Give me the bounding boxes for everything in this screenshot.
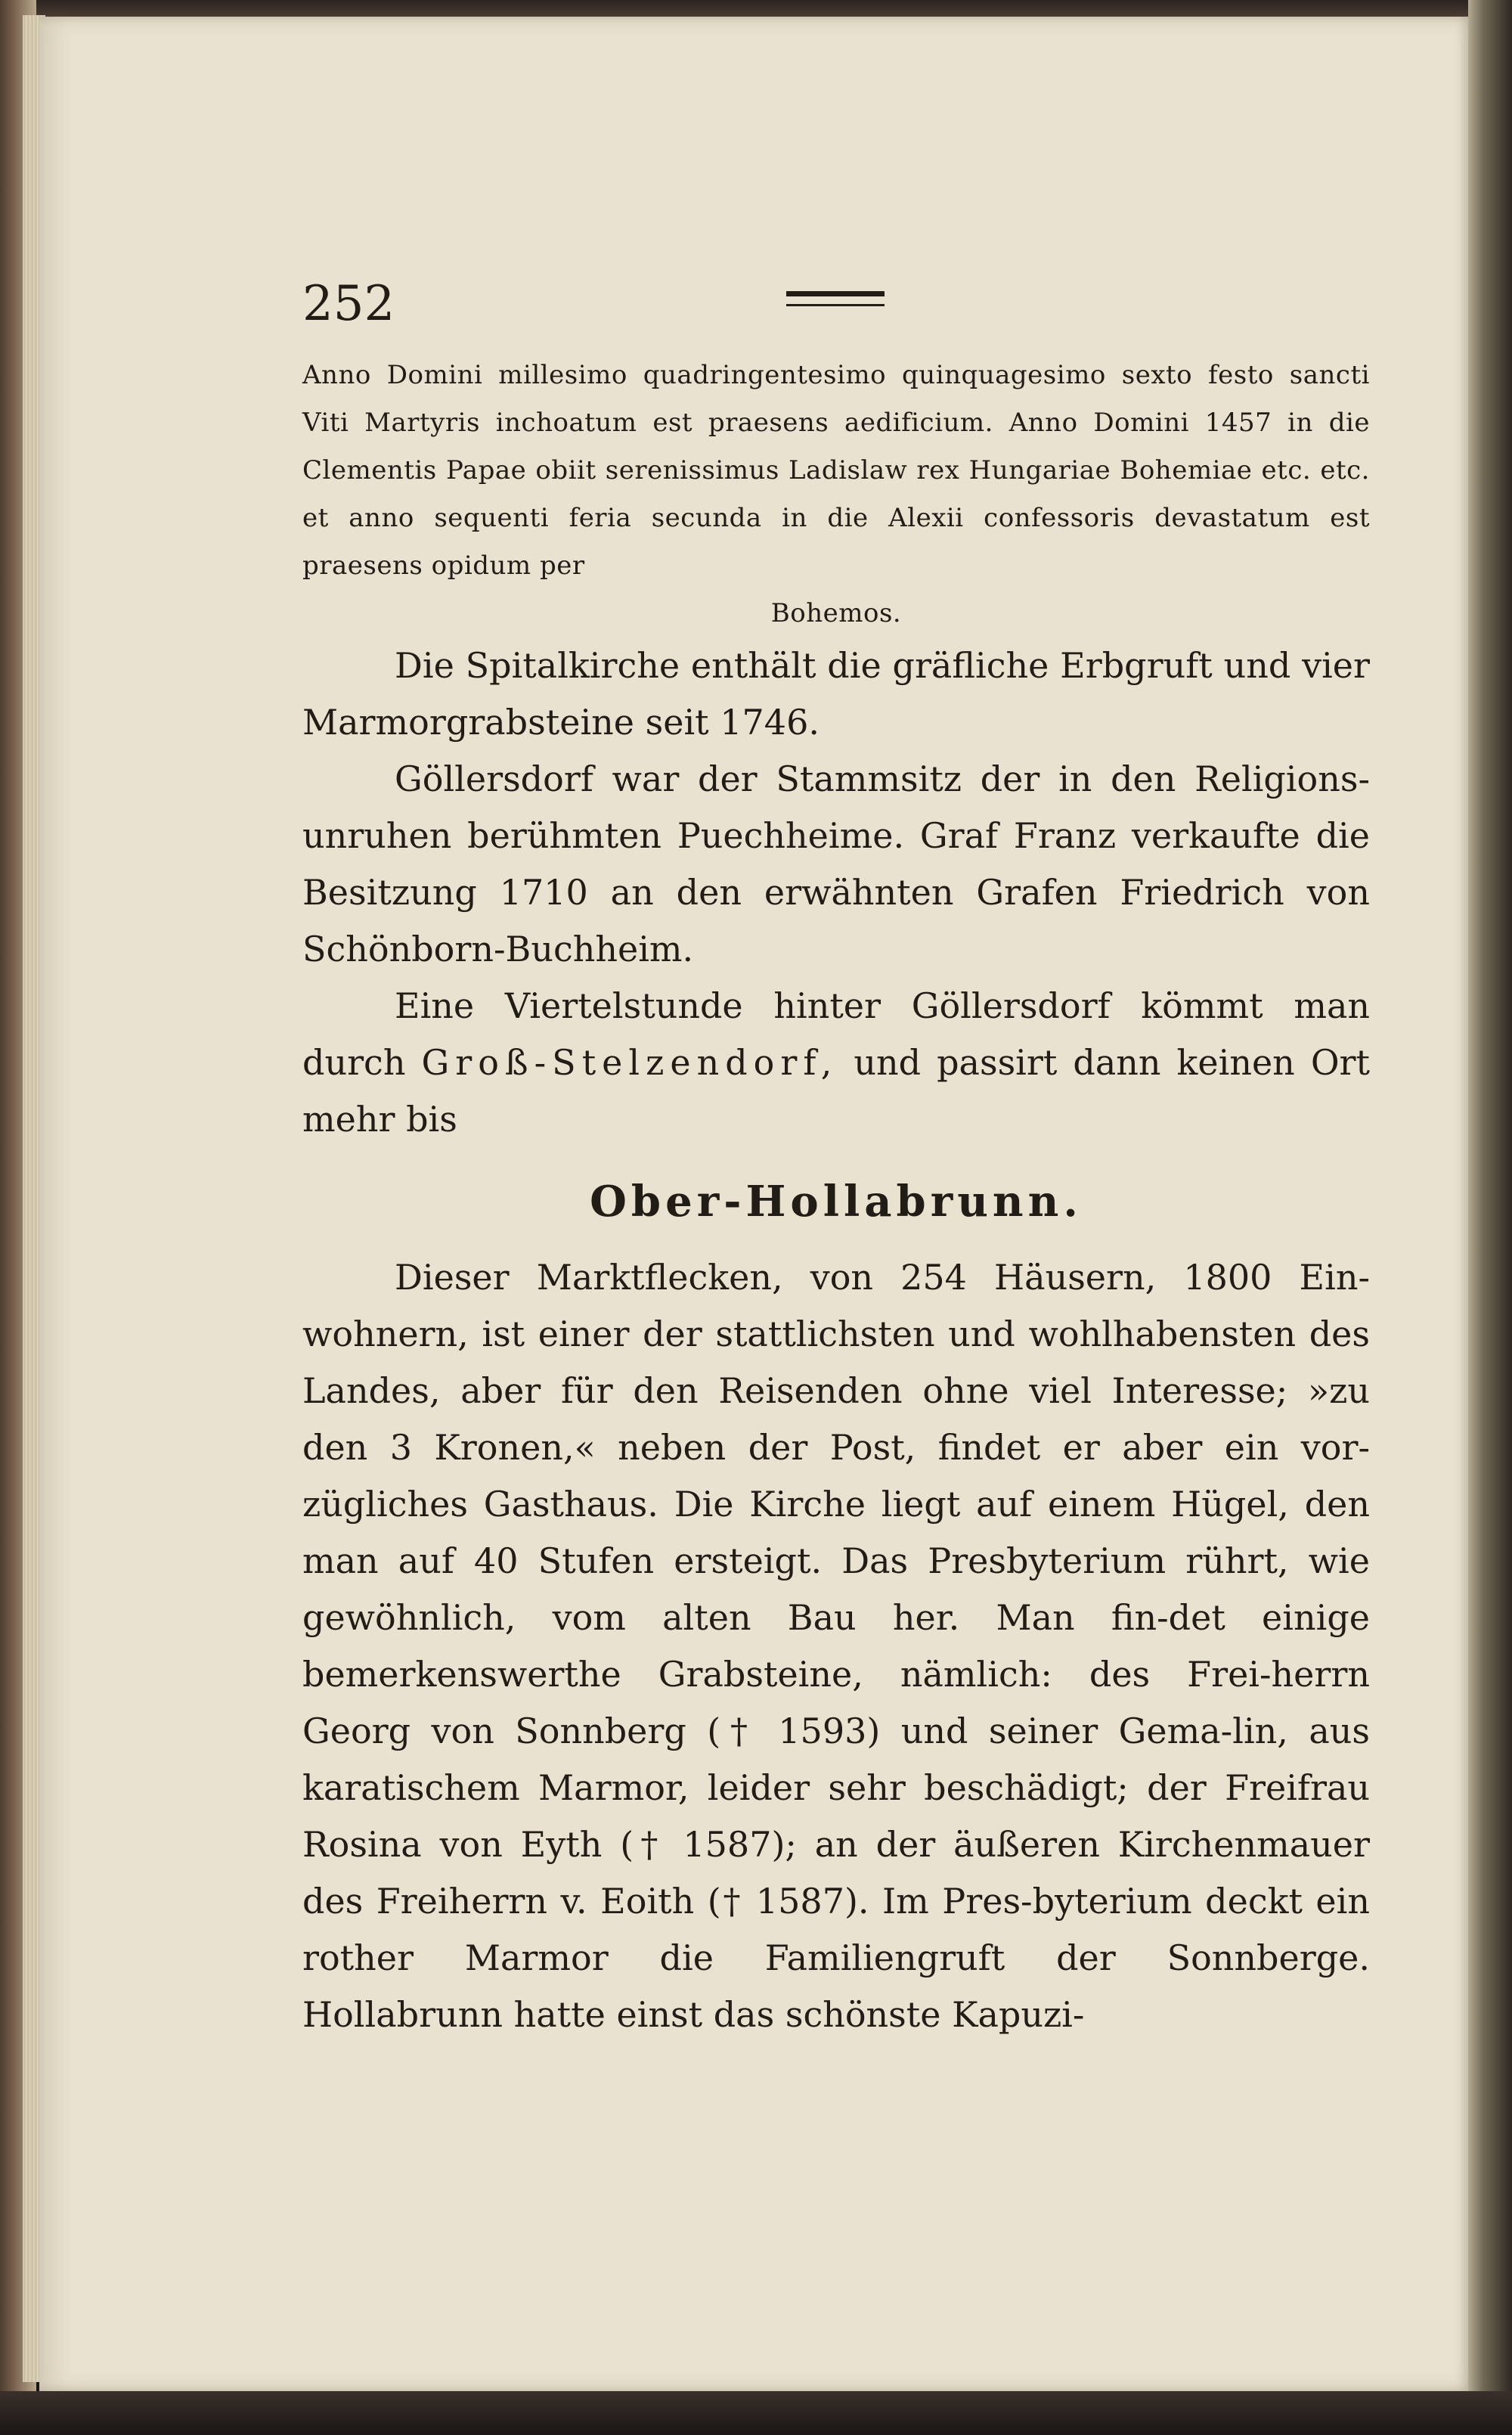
- place-gross-stelzendorf: Groß-Stelzendorf,: [421, 1042, 838, 1083]
- header-rule: [786, 291, 885, 306]
- inscription-last-line: Bohemos.: [770, 598, 902, 628]
- viertelstunde-text-after: und passirt dann keinen Ort mehr bis: [302, 1042, 1371, 1140]
- viertelstunde-text-before: Eine Viertelstunde hinter Göllersdorf kömmt man durch: [302, 985, 1370, 1083]
- page-number: 252: [302, 276, 395, 332]
- paragraph-marktflecken: Dieser Marktflecken, von 254 Häusern, 1800 Ein-wohnern, ist einer der stattlichsten und wohlhabensten des Landes, aber für den Reisenden ohne viel Interesse; »zu den 3 Kronen,« neben der Post, findet er aber ein vor-zügliches Gasthaus. Die Kirche liegt auf einem Hügel, den man auf 40 Stufen ersteigt. Das Presbyterium rührt, wie gewöhnlich, vom alten Bau her. Man fin-det einige bemerkenswerthe Grabsteine, nämlich: des Frei-herrn Georg von Sonnberg († 1593) und seiner Gema-lin, aus karatischem Marmor, leider sehr beschädigt; der Freifrau Rosina von Eyth († 1587); an der äußeren Kirchenmauer des Freiherrn v. Eoith († 1587). Im Pres-byterium deckt ein rother Marmor die Familiengruft der Sonnberge. Hollabrunn hatte einst das schönste Kapuzi-: [302, 1257, 1370, 2035]
- section-title: Ober-Hollabrunn.: [590, 1177, 1083, 1227]
- book-bottom-edge: [0, 2391, 1512, 2435]
- inscription-text: Anno Domini millesimo quadringentesimo quinquagesimo sexto festo sancti Viti Martyris inchoatum est praesens aedificium. Anno Domini 1457 in die Clementis Papae obiit serenissimus Ladislaw rex Hungariae Bohemiae etc. etc. et anno sequenti feria secunda in die Alexii confessoris devastatum est praesens opidum per: [302, 360, 1370, 581]
- book-top-edge: [0, 0, 1512, 17]
- paragraph-viertelstunde: [302, 978, 1370, 1148]
- page-content: [302, 268, 1370, 2043]
- book-cover-right: [1468, 0, 1512, 2435]
- paragraph-spitalkirche: Die Spitalkirche enthält die gräfliche Erbgruft und vier Marmorgrabsteine seit 1746.: [302, 645, 1370, 743]
- latin-inscription: [302, 352, 1370, 637]
- paragraph-goellersdorf: Göllersdorf war der Stammsitz der in den Religions-unruhen berühmten Puechheime. Graf Franz verkaufte die Besitzung 1710 an den erwähnten Grafen Friedrich von Schönborn-Buchheim.: [302, 758, 1370, 969]
- page-header: [302, 268, 1370, 352]
